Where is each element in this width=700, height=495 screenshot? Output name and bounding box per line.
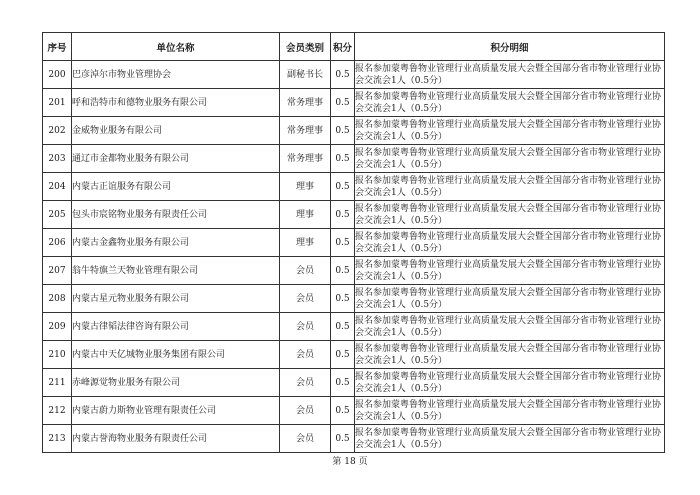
row-points-detail: 报名参加蒙粤鲁物业管理行业高质量发展大会暨全国部分省市物业管理行业协会交流会1人（0.5分） (355, 173, 665, 201)
table-body (43, 61, 665, 453)
row-points-detail: 报名参加蒙粤鲁物业管理行业高质量发展大会暨全国部分省市物业管理行业协会交流会1人（0.5分） (355, 257, 665, 285)
row-member-type: 理事 (280, 201, 331, 229)
row-points-detail: 报名参加蒙粤鲁物业管理行业高质量发展大会暨全国部分省市物业管理行业协会交流会1人（0.5分） (355, 313, 665, 341)
row-points: 0.5 (331, 285, 355, 313)
table-row (43, 257, 665, 285)
row-points: 0.5 (331, 229, 355, 257)
row-points-detail: 报名参加蒙粤鲁物业管理行业高质量发展大会暨全国部分省市物业管理行业协会交流会1人（0.5分） (355, 201, 665, 229)
row-points-detail: 报名参加蒙粤鲁物业管理行业高质量发展大会暨全国部分省市物业管理行业协会交流会1人（0.5分） (355, 117, 665, 145)
row-member-type: 会员 (280, 313, 331, 341)
row-serial-number: 204 (43, 173, 72, 201)
row-points: 0.5 (331, 369, 355, 397)
row-serial-number: 210 (43, 341, 72, 369)
row-member-type: 会员 (280, 397, 331, 425)
row-unit-name: 内蒙古蔚力斯物业管理有限责任公司 (72, 397, 280, 425)
row-member-type: 会员 (280, 425, 331, 453)
row-unit-name: 内蒙古正谊服务有限公司 (72, 173, 280, 201)
header-member-type: 会员类别 (280, 33, 331, 61)
row-member-type: 会员 (280, 285, 331, 313)
row-points: 0.5 (331, 201, 355, 229)
row-points-detail: 报名参加蒙粤鲁物业管理行业高质量发展大会暨全国部分省市物业管理行业协会交流会1人（0.5分） (355, 229, 665, 257)
row-unit-name: 巴彦淖尔市物业管理协会 (72, 61, 280, 89)
row-unit-name: 内蒙古中天亿城物业服务集团有限公司 (72, 341, 280, 369)
header-unit-name: 单位名称 (72, 33, 280, 61)
row-points: 0.5 (331, 61, 355, 89)
row-points-detail: 报名参加蒙粤鲁物业管理行业高质量发展大会暨全国部分省市物业管理行业协会交流会1人（0.5分） (355, 89, 665, 117)
row-unit-name: 内蒙古誉海物业服务有限责任公司 (72, 425, 280, 453)
row-serial-number: 205 (43, 201, 72, 229)
table-row (43, 61, 665, 89)
page-number: 第 18 页 (332, 457, 368, 467)
row-points: 0.5 (331, 117, 355, 145)
row-points: 0.5 (331, 397, 355, 425)
table-row (43, 173, 665, 201)
header-serial-number: 序号 (43, 33, 72, 61)
row-serial-number: 211 (43, 369, 72, 397)
row-serial-number: 202 (43, 117, 72, 145)
row-points-detail: 报名参加蒙粤鲁物业管理行业高质量发展大会暨全国部分省市物业管理行业协会交流会1人（0.5分） (355, 145, 665, 173)
row-points: 0.5 (331, 173, 355, 201)
table-row (43, 117, 665, 145)
row-serial-number: 203 (43, 145, 72, 173)
row-unit-name: 翁牛特旗兰天物业管理有限公司 (72, 257, 280, 285)
row-unit-name: 金威物业服务有限公司 (72, 117, 280, 145)
row-points: 0.5 (331, 89, 355, 117)
table-row (43, 145, 665, 173)
row-points-detail: 报名参加蒙粤鲁物业管理行业高质量发展大会暨全国部分省市物业管理行业协会交流会1人（0.5分） (355, 425, 665, 453)
row-serial-number: 206 (43, 229, 72, 257)
row-unit-name: 包头市宸铭物业服务有限责任公司 (72, 201, 280, 229)
row-unit-name: 呼和浩特市和德物业服务有限公司 (72, 89, 280, 117)
row-points: 0.5 (331, 313, 355, 341)
row-member-type: 常务理事 (280, 89, 331, 117)
row-points-detail: 报名参加蒙粤鲁物业管理行业高质量发展大会暨全国部分省市物业管理行业协会交流会1人（0.5分） (355, 285, 665, 313)
row-member-type: 常务理事 (280, 145, 331, 173)
row-points-detail: 报名参加蒙粤鲁物业管理行业高质量发展大会暨全国部分省市物业管理行业协会交流会1人（0.5分） (355, 397, 665, 425)
table-row (43, 89, 665, 117)
row-points-detail: 报名参加蒙粤鲁物业管理行业高质量发展大会暨全国部分省市物业管理行业协会交流会1人（0.5分） (355, 341, 665, 369)
row-unit-name: 内蒙古金鑫物业服务有限公司 (72, 229, 280, 257)
row-serial-number: 208 (43, 285, 72, 313)
row-unit-name: 通辽市金都物业服务有限公司 (72, 145, 280, 173)
row-points: 0.5 (331, 341, 355, 369)
row-serial-number: 209 (43, 313, 72, 341)
row-member-type: 会员 (280, 341, 331, 369)
row-member-type: 副秘书长 (280, 61, 331, 89)
row-unit-name: 内蒙古星元物业服务有限公司 (72, 285, 280, 313)
row-points-detail: 报名参加蒙粤鲁物业管理行业高质量发展大会暨全国部分省市物业管理行业协会交流会1人（0.5分） (355, 369, 665, 397)
table-row (43, 201, 665, 229)
row-member-type: 会员 (280, 257, 331, 285)
row-points: 0.5 (331, 145, 355, 173)
row-unit-name: 内蒙古律韬法律咨询有限公司 (72, 313, 280, 341)
table-row (43, 285, 665, 313)
row-points-detail: 报名参加蒙粤鲁物业管理行业高质量发展大会暨全国部分省市物业管理行业协会交流会1人（0.5分） (355, 61, 665, 89)
row-points: 0.5 (331, 257, 355, 285)
row-points: 0.5 (331, 425, 355, 453)
header-points: 积分 (331, 33, 355, 61)
row-unit-name: 赤峰源觉物业服务有限公司 (72, 369, 280, 397)
table-row (43, 425, 665, 453)
header-points-detail: 积分明细 (355, 33, 665, 61)
table-header-row (43, 33, 665, 61)
row-serial-number: 207 (43, 257, 72, 285)
row-member-type: 常务理事 (280, 117, 331, 145)
row-serial-number: 200 (43, 61, 72, 89)
row-serial-number: 212 (43, 397, 72, 425)
table-row (43, 341, 665, 369)
table-row (43, 397, 665, 425)
points-table (42, 32, 665, 453)
table-row (43, 313, 665, 341)
row-serial-number: 213 (43, 425, 72, 453)
table-row (43, 369, 665, 397)
row-serial-number: 201 (43, 89, 72, 117)
row-member-type: 理事 (280, 229, 331, 257)
table-row (43, 229, 665, 257)
row-member-type: 会员 (280, 369, 331, 397)
row-member-type: 理事 (280, 173, 331, 201)
